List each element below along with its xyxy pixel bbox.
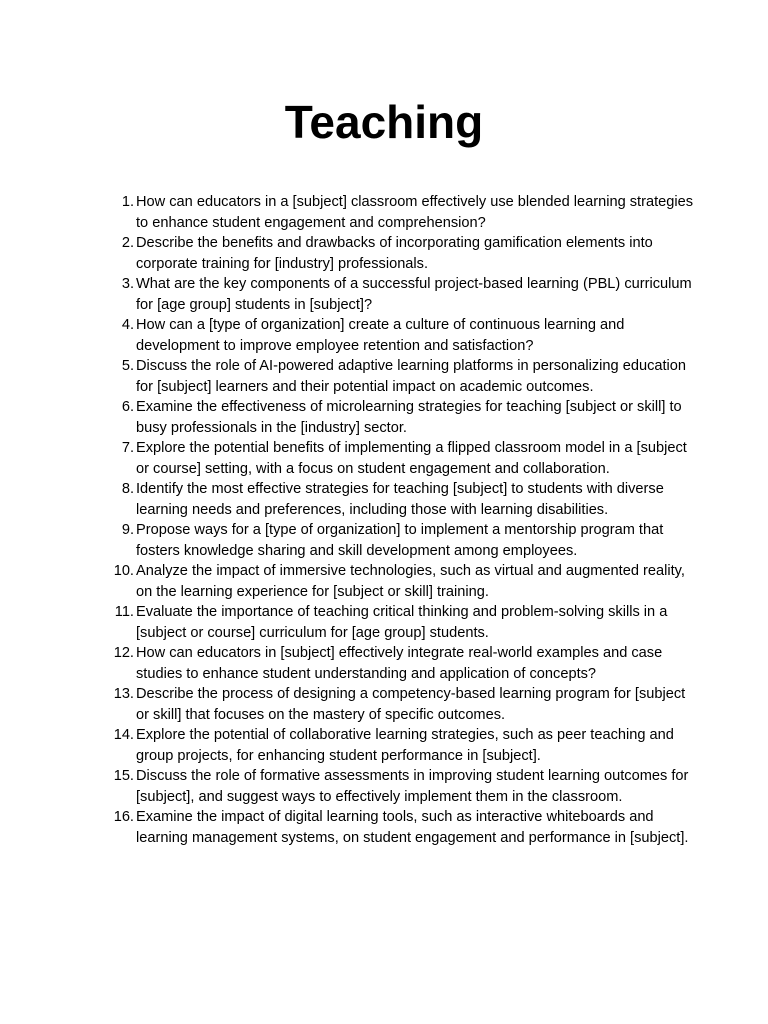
list-item [0, 192, 696, 233]
list-item-number: 7. [121, 440, 134, 456]
list-item [0, 356, 696, 397]
list-item-number: 13. [113, 686, 134, 702]
list-item-number: 5. [121, 358, 134, 374]
list-item-text: Evaluate the importance of teaching critical thinking and problem-solving skills in a [subject or course] curriculum for [age group] students. [136, 604, 668, 641]
list-item [0, 397, 696, 438]
page-title: Teaching [284, 96, 484, 148]
list-item [0, 233, 696, 274]
list-item [0, 807, 696, 848]
list-item-number: 15. [113, 768, 134, 784]
list-item-text: Discuss the role of AI-powered adaptive learning platforms in personalizing education for [subject] learners and their potential impact on academic outcomes. [136, 358, 687, 395]
list-item [0, 643, 696, 684]
list-item-number: 10. [113, 563, 134, 579]
list-item-number: 12. [113, 645, 134, 661]
list-item-text: Examine the impact of digital learning tools, such as interactive whiteboards and learning management systems, on student engagement and performance in [subject]. [136, 809, 689, 846]
list-item-text: Identify the most effective strategies for teaching [subject] to students with diverse learning needs and preferences, including those with learning disabilities. [136, 481, 664, 518]
list-item-number: 4. [121, 317, 134, 333]
list-item [0, 684, 696, 725]
list-item-text: Describe the benefits and drawbacks of incorporating gamification elements into corporate training for [industry] professionals. [136, 235, 653, 272]
list-item-number: 14. [113, 727, 134, 743]
list-item-text: Analyze the impact of immersive technologies, such as virtual and augmented reality, on the learning experience for [subject or skill] training. [136, 563, 685, 600]
question-list [0, 192, 768, 848]
list-item-text: Propose ways for a [type of organization] to implement a mentorship program that fosters knowledge sharing and skill development among employees. [136, 522, 664, 559]
list-item [0, 438, 696, 479]
list-item-number: 8. [121, 481, 134, 497]
list-item-text: How can educators in a [subject] classroom effectively use blended learning strategies to enhance student engagement and comprehension? [136, 194, 694, 231]
list-item [0, 315, 696, 356]
list-item [0, 602, 696, 643]
list-item-text: How can educators in [subject] effectively integrate real-world examples and case studies to enhance student understanding and application of concepts? [136, 645, 663, 682]
list-item-text: What are the key components of a successful project-based learning (PBL) curriculum for [age group] students in [subject]? [136, 276, 692, 313]
list-item-number: 11. [114, 604, 134, 620]
list-item-text: Explore the potential of collaborative learning strategies, such as peer teaching and group projects, for enhancing student performance in [subject]. [136, 727, 674, 764]
list-item-text: Examine the effectiveness of microlearning strategies for teaching [subject or skill] to busy professionals in the [industry] sector. [136, 399, 682, 436]
list-item [0, 274, 696, 315]
list-item [0, 766, 696, 807]
list-item-text: Describe the process of designing a competency-based learning program for [subject or skill] that focuses on the mastery of specific outcomes. [136, 686, 686, 723]
list-item [0, 520, 696, 561]
list-item [0, 725, 696, 766]
list-item-text: Explore the potential benefits of implementing a flipped classroom model in a [subject or course] setting, with a focus on student engagement and collaboration. [136, 440, 687, 477]
list-item-number: 3. [121, 276, 134, 292]
list-item-text: How can a [type of organization] create a culture of continuous learning and development to improve employee retention and satisfaction? [136, 317, 625, 354]
list-item-text: Discuss the role of formative assessments in improving student learning outcomes for [subject], and suggest ways to effectively implement them in the classroom. [136, 768, 689, 805]
list-item-number: 9. [121, 522, 134, 538]
list-item-number: 16. [113, 809, 134, 825]
list-item-number: 1. [121, 194, 134, 210]
list-item [0, 479, 696, 520]
list-item-number: 6. [121, 399, 134, 415]
list-item-number: 2. [121, 235, 134, 251]
list-item [0, 561, 696, 602]
